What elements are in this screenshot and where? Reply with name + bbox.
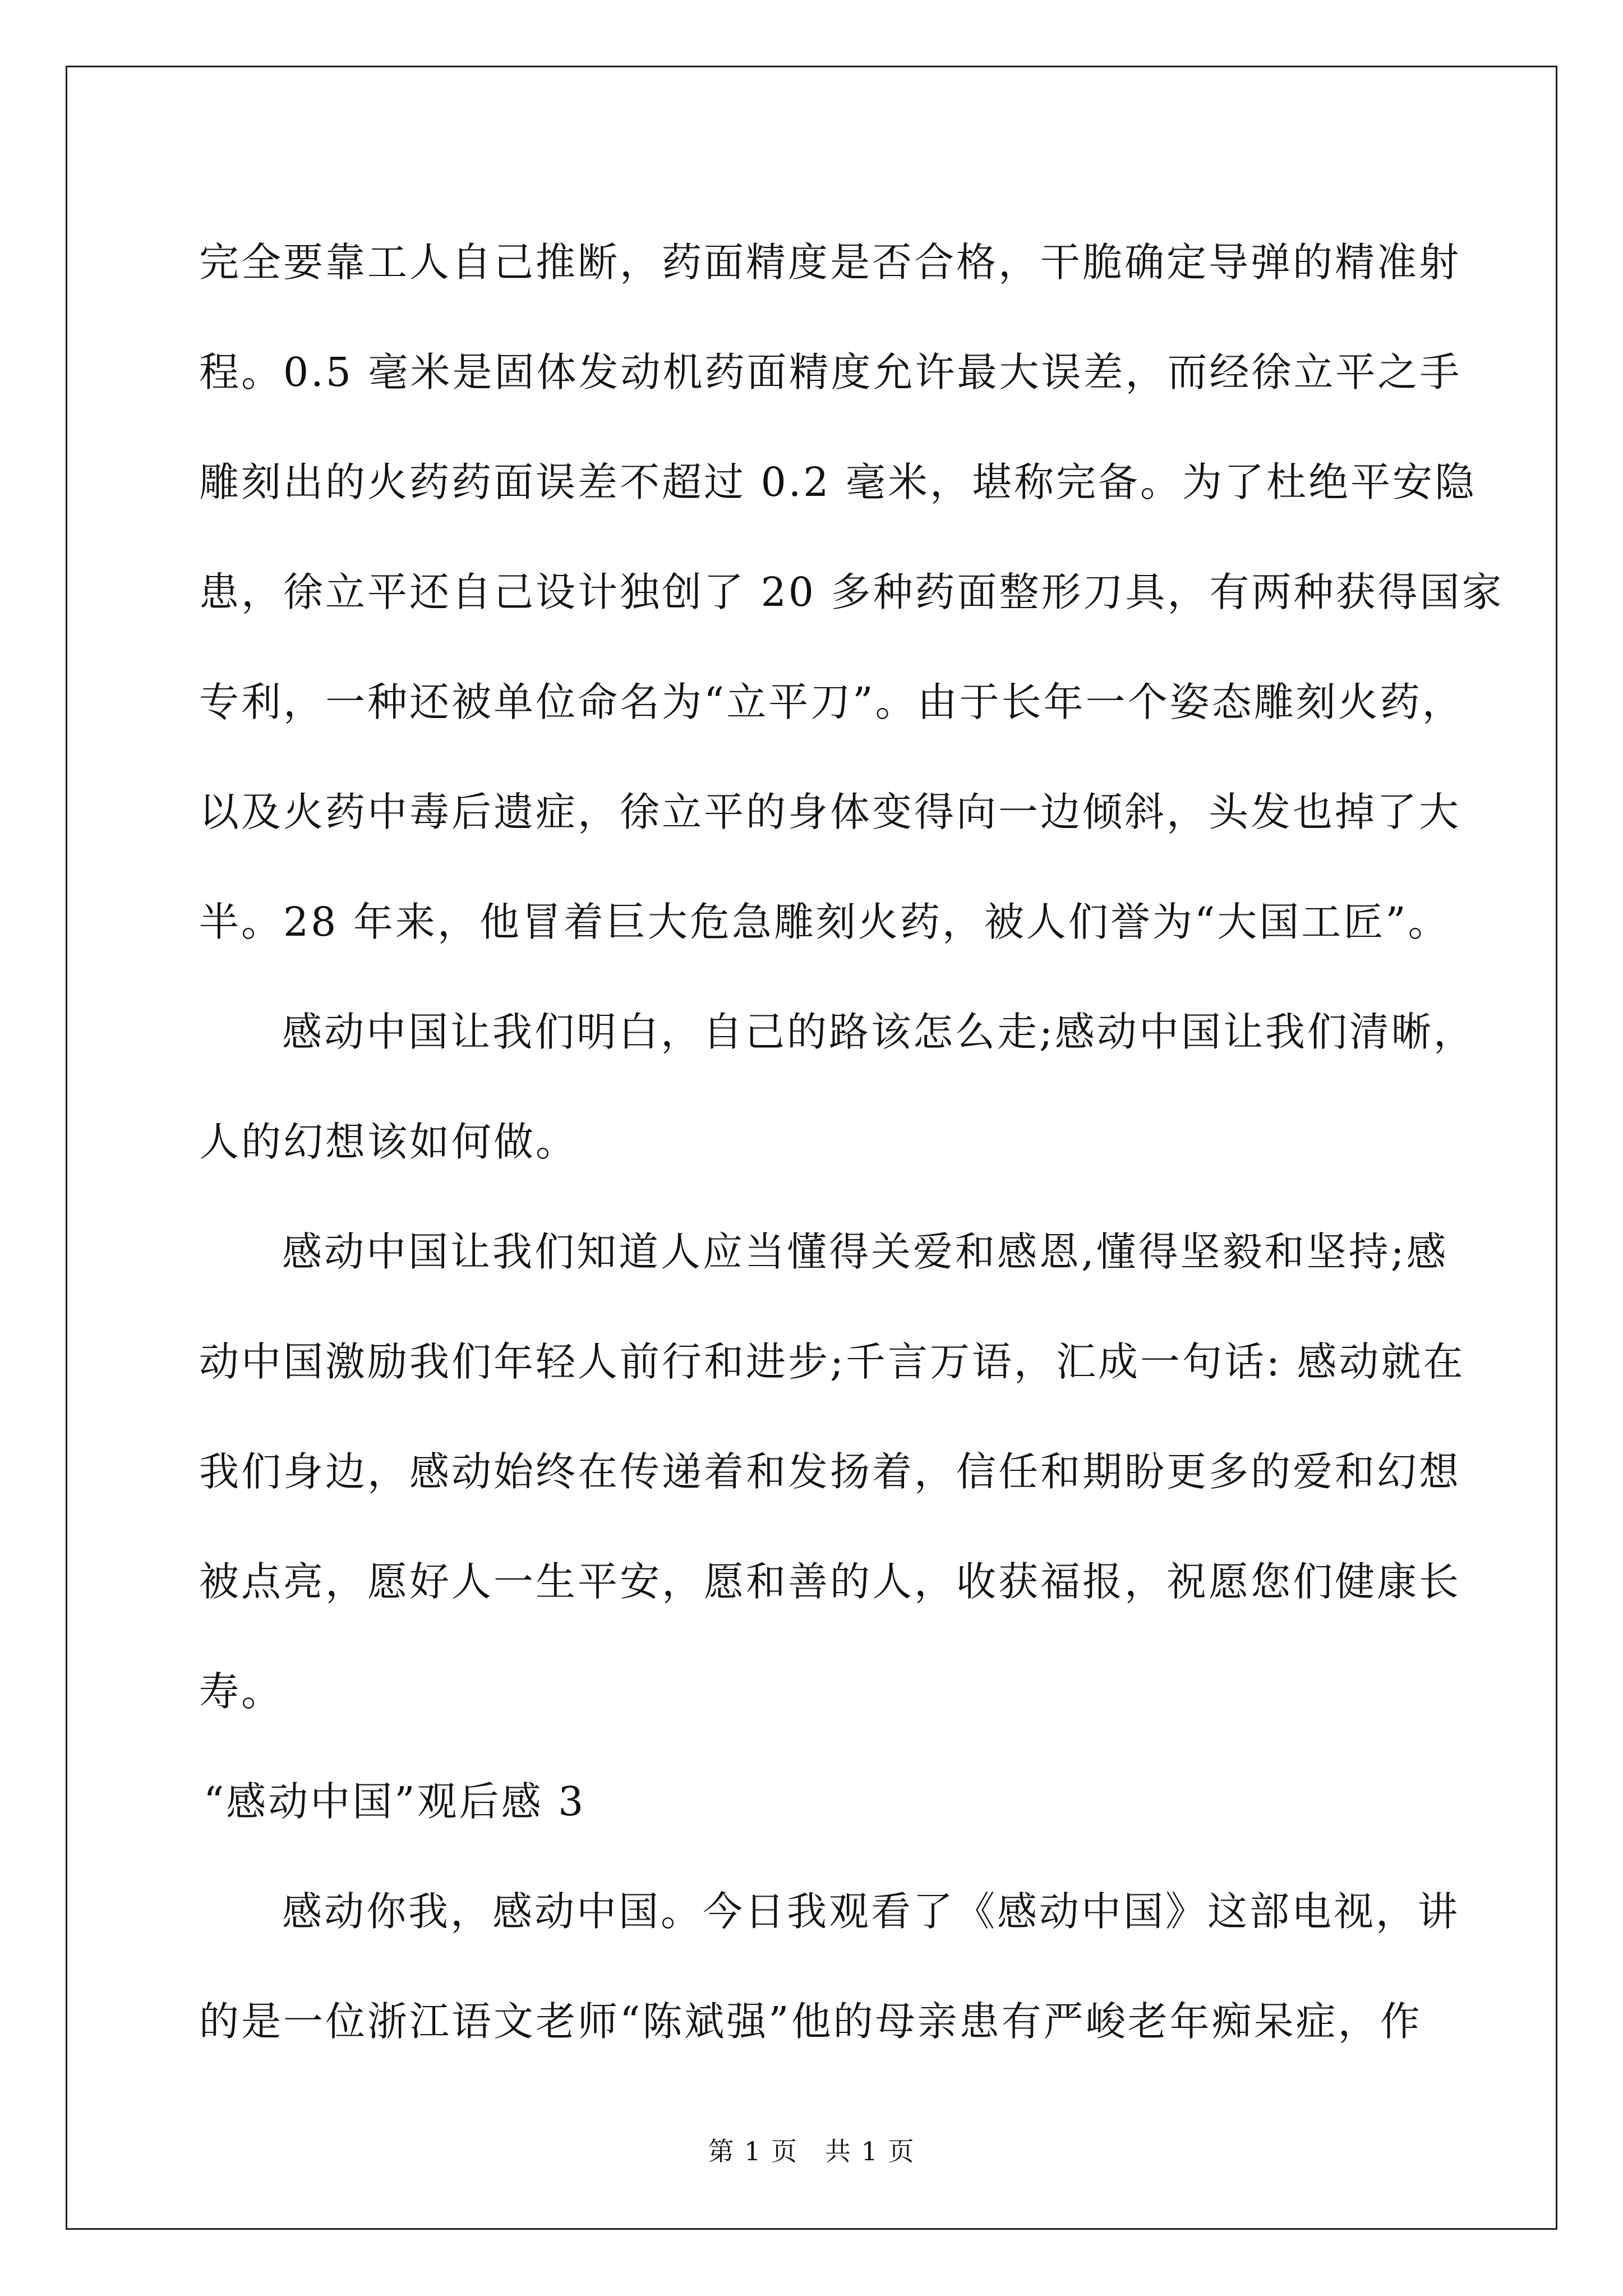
paragraph-start-line: 感动中国让我们明白，自己的路该怎么走;感动中国让我们清晰，: [282, 1009, 1476, 1055]
text-line: 以及火药中毒后遗症，徐立平的身体变得向一边倾斜，头发也掉了大: [199, 789, 1461, 835]
section-title: “感动中国”观后感 3: [204, 1778, 586, 1825]
text-line: 的是一位浙江语文老师“陈斌强”他的母亲患有严峻老年痴呆症，作: [199, 1998, 1422, 2045]
text-line: 被点亮，愿好人一生平安，愿和善的人，收获福报，祝愿您们健康长: [199, 1558, 1461, 1605]
text-line: 完全要靠工人自己推断，药面精度是否合格，干脆确定导弹的精准射: [199, 239, 1461, 286]
text-line: 寿。: [199, 1668, 284, 1715]
document-body: [199, 208, 1504, 2077]
text-line: 人的幻想该如何做。: [199, 1119, 578, 1165]
page-footer: 第 1 页 共 1 页: [708, 2136, 915, 2166]
paragraph-start-line: 感动你我，感动中国。今日我观看了《感动中国》这部电视，讲: [282, 1888, 1460, 1935]
text-line: 程。0.5 毫米是固体发动机药面精度允许最大误差，而经徐立平之手: [199, 349, 1462, 395]
text-line: 雕刻出的火药药面误差不超过 0.2 毫米，堪称完备。为了杜绝平安隐: [199, 459, 1477, 505]
paragraph-start-line: 感动中国让我们知道人应当懂得关爱和感恩,懂得坚毅和坚持;感: [282, 1228, 1449, 1275]
text-line: 专利，一种还被单位命名为“立平刀”。由于长年一个姿态雕刻火药，: [199, 679, 1464, 725]
text-line: 半。28 年来，他冒着巨大危急雕刻火药，被人们誉为“大国工匠”。: [199, 899, 1450, 945]
text-line: 患，徐立平还自己设计独创了 20 多种药面整形刀具，有两种获得国家: [199, 569, 1504, 615]
text-line: 我们身边，感动始终在传递着和发扬着，信任和期盼更多的爱和幻想: [199, 1448, 1461, 1495]
text-line: 动中国激励我们年轻人前行和进步;千言万语，汇成一句话: 感动就在: [199, 1338, 1465, 1385]
